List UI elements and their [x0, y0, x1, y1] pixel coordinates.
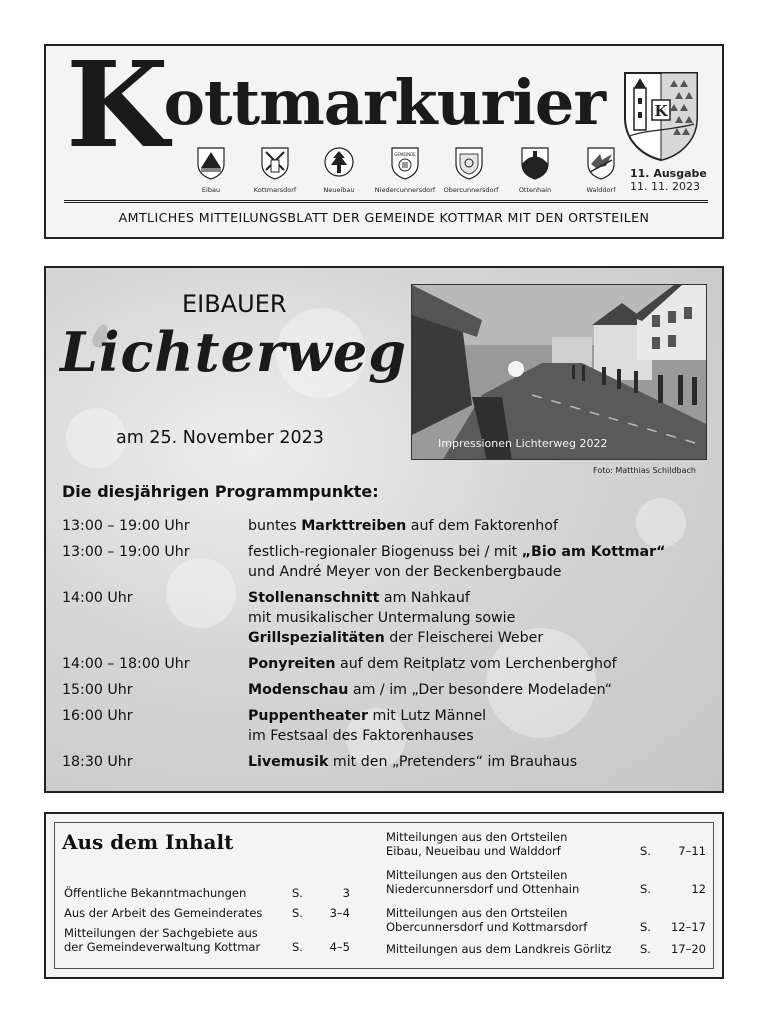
program-description	[248, 516, 698, 536]
toc-page-prefix: S.	[292, 906, 303, 920]
event-eyebrow: EIBAUER	[182, 290, 287, 318]
walddorf-crest-icon	[586, 146, 616, 180]
neueibau-crest-icon	[324, 146, 354, 180]
program-time: 13:00 – 19:00 Uhr	[62, 544, 190, 560]
program-highlight: Modenschau	[248, 682, 349, 698]
program-text: im Festsaal des Faktorenhauses	[248, 728, 474, 744]
toc-page-number: 3–4	[329, 906, 350, 920]
crest-label-neueibau: Neueibau	[323, 186, 355, 194]
toc-page-prefix: S.	[640, 920, 651, 934]
lichterweg-photo	[411, 284, 707, 460]
program-text: buntes	[248, 518, 302, 534]
toc-page-prefix: S.	[640, 882, 651, 896]
masthead-rule-top	[64, 200, 708, 201]
crest-label-ottenhain: Ottenhain	[518, 186, 552, 194]
toc-label: Öffentliche Bekanntmachungen	[64, 886, 247, 900]
table-of-contents	[44, 812, 724, 979]
photo-credit: Foto: Matthias Schildbach	[593, 466, 696, 475]
program-time: 15:00 Uhr	[62, 682, 133, 698]
toc-page-prefix: S.	[292, 886, 303, 900]
issue-number: 11. Ausgabe	[630, 167, 707, 180]
program-time: 18:30 Uhr	[62, 754, 133, 770]
program-text: auf dem Faktorenhof	[406, 518, 558, 534]
program-highlight: Livemusik	[248, 754, 329, 770]
toc-label: Mitteilungen aus den Ortsteilen Niedercunnersdorf und Ottenhain	[386, 868, 580, 896]
toc-page-number: 12–17	[670, 920, 706, 934]
program-time: 13:00 – 19:00 Uhr	[62, 518, 190, 534]
program-text: festlich-regionaler Biogenuss bei / mit	[248, 544, 522, 560]
masthead-subtitle: AMTLICHES MITTEILUNGSBLATT DER GEMEINDE KOTTMAR MIT DEN ORTSTEILEN	[118, 210, 650, 225]
program-description	[248, 588, 698, 648]
ortsteil-crests	[190, 146, 630, 196]
eibau-crest-icon	[196, 146, 226, 180]
svg-text:GEMEINDE: GEMEINDE	[394, 152, 416, 157]
program-heading: Die diesjährigen Programmpunkte:	[62, 482, 379, 501]
program-description	[248, 680, 698, 700]
program-time: 14:00 – 18:00 Uhr	[62, 656, 190, 672]
toc-page-number: 12	[691, 882, 706, 896]
program-highlight: Grillspezialitäten	[248, 630, 385, 646]
toc-label: Mitteilungen aus dem Landkreis Görlitz	[386, 942, 612, 956]
program-highlight: Stollenanschnitt	[248, 590, 380, 606]
toc-page-number: 3	[342, 886, 350, 900]
issue-date: 11. 11. 2023	[630, 180, 700, 193]
program-description	[248, 654, 698, 674]
program-description	[248, 752, 698, 772]
toc-label: Mitteilungen aus den Ortsteilen Eibau, Neueibau und Walddorf	[386, 830, 568, 858]
program-highlight: „Bio am Kottmar“	[521, 544, 666, 560]
title-rest: ottmarkurier	[163, 66, 605, 139]
niedercunnersdorf-crest-icon	[390, 146, 420, 180]
program-text: und André Meyer von der Beckenbergbaude	[248, 564, 562, 580]
toc-label: Aus der Arbeit des Gemeinderates	[64, 906, 263, 920]
program-description	[248, 706, 698, 746]
program-text: der Fleischerei Weber	[384, 630, 544, 646]
toc-label: Mitteilungen aus den Ortsteilen Obercunnersdorf und Kottmarsdorf	[386, 906, 588, 934]
event-title: Lichterweg	[60, 320, 407, 384]
crest-label-kottmarsdorf: Kottmarsdorf	[253, 186, 297, 194]
photo-caption: Impressionen Lichterweg 2022	[438, 437, 608, 450]
program-text: mit den „Pretenders“ im Brauhaus	[328, 754, 578, 770]
program-text: auf dem Reitplatz vom Lerchenberghof	[335, 656, 617, 672]
masthead-rule-top-2	[64, 202, 708, 203]
issue-info	[630, 167, 707, 193]
program-text: mit musikalischer Untermalung sowie	[248, 610, 516, 626]
program-description	[248, 542, 698, 582]
toc-page-prefix: S.	[640, 942, 651, 956]
street-scene-image	[412, 285, 707, 460]
crest-label-eibau: Eibau	[201, 186, 221, 194]
crest-label-walddorf: Walddorf	[586, 186, 616, 194]
obercunnersdorf-crest-icon	[454, 146, 484, 180]
toc-page-number: 4–5	[329, 940, 350, 954]
ottenhain-crest-icon	[520, 146, 550, 180]
program-highlight: Puppentheater	[248, 708, 369, 724]
masthead	[44, 35, 724, 239]
toc-page-prefix: S.	[640, 844, 651, 858]
crest-label-niedercunnersdorf: Niedercunnersdorf	[374, 186, 436, 194]
kottmar-coat-of-arms-icon	[622, 70, 700, 162]
crest-label-obercunnersdorf: Obercunnersdorf	[443, 186, 499, 194]
title-initial: K	[66, 35, 168, 174]
program-time: 14:00 Uhr	[62, 590, 133, 606]
kottmarsdorf-crest-icon	[260, 146, 290, 180]
toc-page-prefix: S.	[292, 940, 303, 954]
program-text: am Nahkauf	[379, 590, 470, 606]
lichterweg-event-box	[44, 266, 724, 793]
event-date: am 25. November 2023	[116, 428, 324, 448]
program-time: 16:00 Uhr	[62, 708, 133, 724]
svg-text:K: K	[654, 102, 668, 120]
program-text: mit Lutz Männel	[368, 708, 487, 724]
toc-page-number: 7–11	[678, 844, 706, 858]
toc-label: Mitteilungen der Sachgebiete aus der Gemeindeverwaltung Kottmar	[64, 926, 261, 954]
program-highlight: Ponyreiten	[248, 656, 336, 672]
program-highlight: Markttreiben	[301, 518, 407, 534]
program-text: am / im „Der besondere Modeladen“	[348, 682, 612, 698]
toc-page-number: 17–20	[670, 942, 706, 956]
contents-heading: Aus dem Inhalt	[62, 830, 234, 854]
